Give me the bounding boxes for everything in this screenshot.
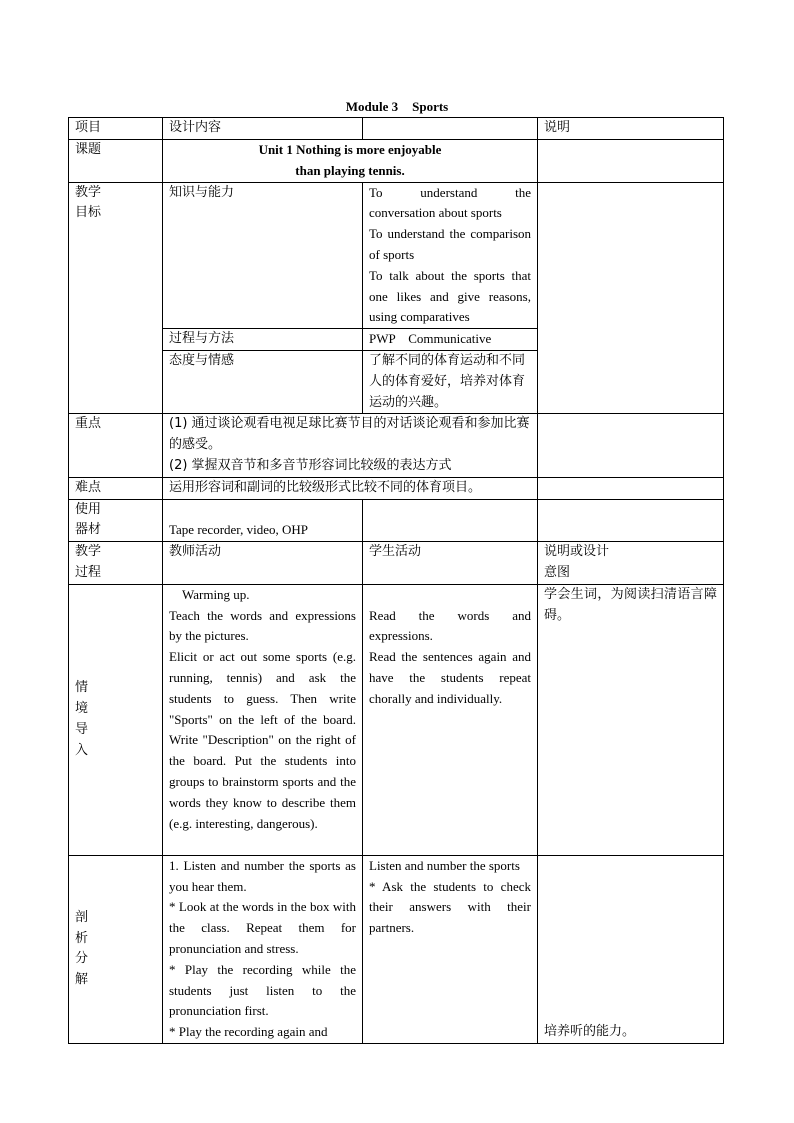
analysis-label-char: 解 bbox=[75, 972, 89, 988]
lesson-label: 课题 bbox=[69, 140, 163, 183]
intro-label-char: 入 bbox=[75, 742, 89, 758]
intro-teacher bbox=[163, 584, 363, 855]
intro-student bbox=[363, 584, 538, 855]
header-note: 说明 bbox=[538, 118, 724, 140]
knowledge-item: To understand the comparison of sports bbox=[369, 226, 531, 262]
table-row-goals-knowledge bbox=[69, 182, 724, 329]
title-module: Module 3 bbox=[345, 99, 399, 114]
student-activity-header: 学生活动 bbox=[363, 542, 538, 585]
lesson-note bbox=[538, 140, 724, 183]
knowledge-label: 知识与能力 bbox=[163, 182, 363, 329]
note-design-line1: 说明或设计 bbox=[544, 544, 610, 560]
knowledge-text bbox=[363, 182, 538, 329]
lesson-title bbox=[163, 140, 538, 183]
analysis-teacher-line: * Look at the words in the box with the class. Repeat them for pronunciation and stress. bbox=[169, 899, 356, 956]
table-row-difficult bbox=[69, 477, 724, 499]
goals-label-line2: 目标 bbox=[75, 205, 102, 221]
analysis-label-char: 分 bbox=[75, 951, 89, 967]
analysis-teacher-line: * Play the recording again and bbox=[169, 1024, 328, 1040]
knowledge-item: To talk about the sports that one likes and give reasons, using comparatives bbox=[369, 267, 531, 325]
lesson-title-line2: than playing tennis. bbox=[295, 162, 405, 178]
title-topic: Sports bbox=[412, 99, 449, 114]
process-header-label bbox=[69, 542, 163, 585]
table-row-intro bbox=[69, 584, 724, 855]
table-row-key-points bbox=[69, 414, 724, 477]
analysis-teacher bbox=[163, 855, 363, 1043]
header-design: 设计内容 bbox=[163, 118, 363, 140]
process-text: PWP Communicative bbox=[363, 329, 538, 351]
knowledge-item: To understand the conversation about sports bbox=[369, 184, 531, 221]
difficult-label: 难点 bbox=[69, 477, 163, 499]
page-title bbox=[0, 99, 794, 115]
difficult-note bbox=[538, 477, 724, 499]
goals-label-line1: 教学 bbox=[75, 184, 102, 200]
key-point-2: (2) 掌握双音节和多音节形容词比较级的表达方式 bbox=[169, 457, 452, 473]
header-item: 项目 bbox=[69, 118, 163, 140]
teacher-activity-header: 教师活动 bbox=[163, 542, 363, 585]
note-design-line2: 意图 bbox=[544, 564, 571, 580]
intro-teacher-line: Teach the words and expressions by the pictures. bbox=[169, 607, 356, 644]
intro-label-char: 导 bbox=[75, 721, 89, 737]
materials-text: Tape recorder, video, OHP bbox=[163, 499, 363, 542]
intro-teacher-line: Elicit or act out some sports (e.g. running, tennis) and ask the students to guess. Then write "Sports" on the left of the board. Write "Description" on the right of the board. Put the students into groups to brainstorm sports and the words they know to describe them (e.g. interesting, dangerous). bbox=[169, 649, 356, 831]
analysis-note: 培养听的能力。 bbox=[538, 855, 724, 1043]
goals-label bbox=[69, 182, 163, 414]
materials-label-line1: 使用 bbox=[75, 501, 102, 517]
process-label: 过程与方法 bbox=[163, 329, 363, 351]
table-row-lesson bbox=[69, 140, 724, 183]
analysis-student-line: * Ask the students to check their answers with their partners. bbox=[369, 878, 531, 936]
lesson-title-line1: Unit 1 Nothing is more enjoyable bbox=[258, 142, 442, 157]
key-point-1: (1) 通过谈论观看电视足球比赛节目的对话谈论观看和参加比赛的感受。 bbox=[169, 416, 530, 453]
intro-label-char: 境 bbox=[75, 700, 89, 716]
key-points-label: 重点 bbox=[69, 414, 163, 477]
goals-note bbox=[538, 182, 724, 414]
intro-note: 学会生词，为阅读扫清语言障碍。 bbox=[538, 584, 724, 855]
table-row-header bbox=[69, 118, 724, 140]
intro-label bbox=[69, 584, 163, 855]
table-row-analysis bbox=[69, 855, 724, 1043]
analysis-label bbox=[69, 855, 163, 1043]
materials-blank bbox=[363, 499, 538, 542]
analysis-label-char: 析 bbox=[75, 930, 89, 946]
process-header-line2: 过程 bbox=[75, 564, 102, 580]
intro-student-line: Read the words and expressions. bbox=[369, 607, 531, 644]
materials-label bbox=[69, 499, 163, 542]
attitude-text: 了解不同的体育运动和不同人的体育爱好，培养对体育运动的兴趣。 bbox=[363, 350, 538, 413]
analysis-student-line: Listen and number the sports bbox=[369, 857, 520, 873]
lesson-plan-table bbox=[68, 117, 724, 1044]
materials-label-line2: 器材 bbox=[75, 522, 102, 538]
table-row-process-header bbox=[69, 542, 724, 585]
key-points-text bbox=[163, 414, 538, 477]
table-row-materials bbox=[69, 499, 724, 542]
intro-student-line: Read the sentences again and have the students repeat chorally and individually. bbox=[369, 649, 531, 706]
analysis-teacher-line: * Play the recording while the students just listen to the pronunciation first. bbox=[169, 961, 356, 1019]
header-blank bbox=[363, 118, 538, 140]
process-header-line1: 教学 bbox=[75, 544, 102, 560]
materials-note bbox=[538, 499, 724, 542]
difficult-text: 运用形容词和副词的比较级形式比较不同的体育项目。 bbox=[163, 477, 538, 499]
intro-teacher-line: Warming up. bbox=[169, 586, 250, 602]
analysis-teacher-line: 1. Listen and number the sports as you hear them. bbox=[169, 857, 356, 894]
analysis-label-char: 剖 bbox=[75, 909, 89, 925]
attitude-label: 态度与情感 bbox=[163, 350, 363, 413]
note-design-header bbox=[538, 542, 724, 585]
key-points-note bbox=[538, 414, 724, 477]
analysis-student bbox=[363, 855, 538, 1043]
intro-label-char: 情 bbox=[75, 680, 89, 696]
